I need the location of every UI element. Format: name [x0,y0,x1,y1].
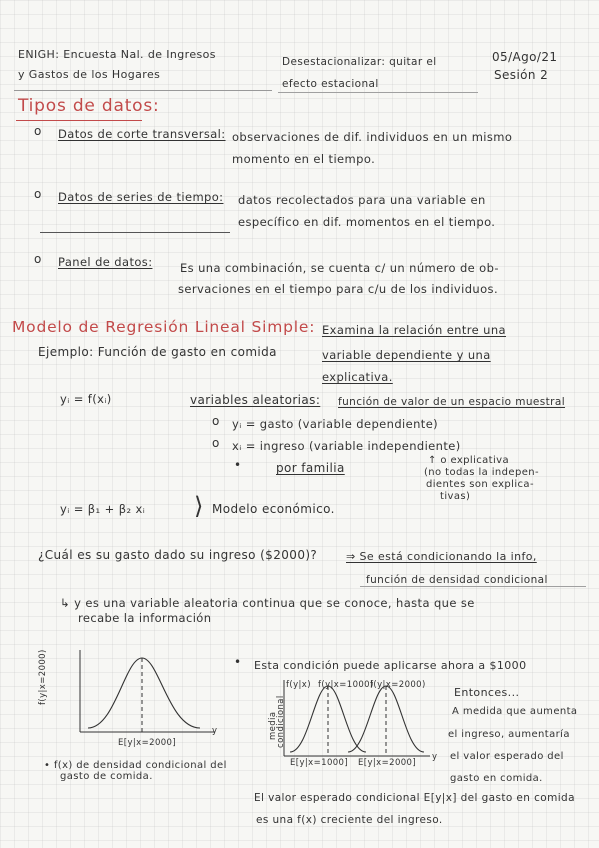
graph2-top3: f(y|x=2000) [370,680,426,690]
tipo-2-rule [40,232,230,233]
y-line2: recabe la información [78,611,212,625]
xi-note3: dientes son explica- [426,479,534,490]
modelo-def-line3: explicativa. [322,370,393,384]
header-middle-line2: efecto estacional [282,78,379,90]
por-familia: por familia [276,461,345,475]
por-familia-bullet: • [234,458,242,472]
note-1: Esta condición puede aplicarse ahora a $1000 [254,659,527,672]
note-5: el valor esperado del [450,751,564,762]
note-8: es una f(x) creciente del ingreso. [256,814,443,826]
xi-note1: ↑ o explicativa [428,455,510,466]
modelo-def-line2: variable dependiente y una [322,348,491,362]
header-session: Sesión 2 [494,68,549,82]
tipo-2-line2: específico en dif. momentos en el tiempo. [238,215,496,229]
xi-note2: (no todas la indepen- [424,467,539,478]
va-label: variables aleatorias: [190,393,321,407]
note-4: el ingreso, aumentaría [448,729,570,740]
tipo-2-term: Datos de series de tiempo: [58,190,224,204]
graph2-axis-y: y [432,752,438,762]
modelo-heading: Modelo de Regresión Lineal Simple: [12,318,316,336]
arrow-text: ⇒ Se está condicionando la info, [346,550,537,563]
header-date: 05/Ago/21 [492,50,558,64]
note-7: El valor esperado condicional E[y|x] del gasto en comida [254,792,575,804]
graph2-top2: f(y|x=1000) [318,680,374,690]
arrow-text2-rule [360,586,586,587]
graph2-ylabel1: media [268,711,278,740]
question: ¿Cuál es su gasto dado su ingreso ($2000)? [38,548,318,562]
header-left-line2: y Gastos de los Hogares [18,68,161,81]
graph2-ylabel2: condicional [276,695,286,748]
yi-eq: yᵢ = f(xᵢ) [60,392,112,406]
model-brace: ⟩ [194,492,204,520]
bullet-3: o [34,252,42,266]
graph1-xlabel: E[y|x=2000] [118,738,177,748]
xi-note4: tivas) [440,491,471,502]
note-2: Entonces... [454,686,520,699]
notes-bullet: • [234,655,242,669]
graph1-axis-y: y [212,726,218,736]
tipos-heading: Tipos de datos: [18,96,160,116]
model-label: Modelo económico. [212,502,335,516]
note-6: gasto en comida. [450,773,543,784]
header-left-line1: ENIGH: Encuesta Nal. de Ingresos [18,48,216,61]
graph1-curve [88,658,200,728]
tipo-1-line1: observaciones de dif. individuos en un mismo [232,130,513,144]
model-eq: yᵢ = β₁ + β₂ xᵢ [60,502,146,516]
graph2-top1: f(y|x) [286,680,311,690]
yi-def: yᵢ = gasto (variable dependiente) [232,417,439,431]
graph1-ylabel: f(y|x=2000) [38,649,48,705]
va-desc: función de valor de un espacio muestral [338,396,566,408]
yi-def-bullet: o [212,414,220,428]
tipo-3-line2: servaciones en el tiempo para c/u de los individuos. [178,282,499,296]
graph1-caption1: • f(x) de densidad condicional del [44,760,227,771]
bullet-2: o [34,187,42,201]
header-middle-line1: Desestacionalizar: quitar el [282,56,437,68]
tipos-heading-rule [16,120,142,121]
tipo-3-line1: Es una combinación, se cuenta c/ un número de ob- [180,261,499,275]
graph2 [270,680,450,770]
bullet-1: o [34,124,42,138]
tipo-3-term: Panel de datos: [58,255,153,269]
note-3: A medida que aumenta [452,706,578,717]
xi-def: xᵢ = ingreso (variable independiente) [232,439,461,453]
xi-def-bullet: o [212,436,220,450]
tipo-2-line1: datos recolectados para una variable en [238,193,486,207]
graph1-caption2: gasto de comida. [60,771,153,782]
modelo-ejemplo: Ejemplo: Función de gasto en comida [38,345,277,359]
y-line1: ↳ y es una variable aleatoria continua que se conoce, hasta que se [60,596,475,610]
graph2-x1: E[y|x=1000] [290,758,349,768]
graph1 [60,650,220,750]
arrow-text2: función de densidad condicional [366,574,548,586]
graph2-x2: E[y|x=2000] [358,758,417,768]
modelo-def-line1: Examina la relación entre una [322,323,506,337]
tipo-1-line2: momento en el tiempo. [232,152,376,166]
tipo-1-term: Datos de corte transversal: [58,127,226,141]
header-rule-middle [278,92,478,93]
